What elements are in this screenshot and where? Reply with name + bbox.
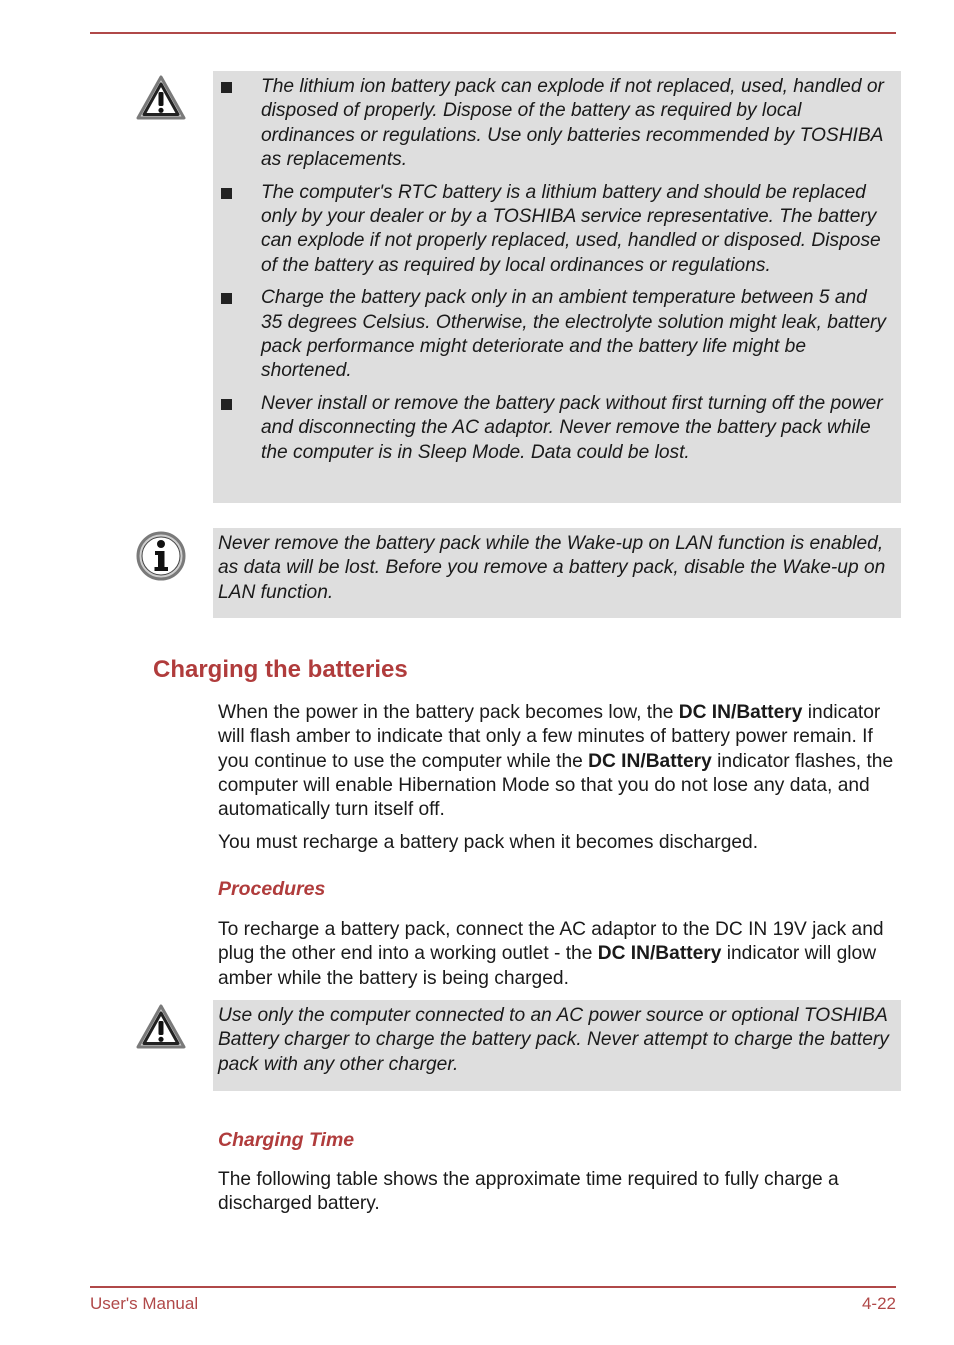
warning-triangle-icon: [135, 73, 187, 125]
info-note: [213, 528, 901, 618]
bullet-square-icon: [221, 399, 232, 410]
footer-title: User's Manual: [90, 1294, 199, 1313]
bullet-square-icon: [221, 82, 232, 93]
warning-triangle-icon: [135, 1002, 187, 1054]
charging-time-paragraph: The following table shows the approximate time required to fully charge a discharged battery.: [218, 1169, 839, 1215]
bullet-square-icon: [221, 188, 232, 199]
page-number: 4-22: [861, 1294, 896, 1313]
footer-rule: [90, 1286, 896, 1288]
warning-bullet-item: Never install or remove the battery pack without first turning off the power and disconnecting the AC adaptor. Never remove the battery pack while the computer is in Sleep Mode. Data could be lost.: [217, 392, 893, 465]
subsection-heading-procedures: Procedures: [218, 878, 326, 900]
info-icon: [135, 530, 187, 582]
info-note-text: Never remove the battery pack while the Wake-up on LAN function is enabled, as data will be lost. Before you remove a battery pack, disable the Wake-up on LAN function.: [218, 533, 886, 603]
section-paragraph: You must recharge a battery pack when it becomes discharged.: [218, 832, 759, 853]
bullet-square-icon: [221, 293, 232, 304]
procedures-paragraph: To recharge a battery pack, connect the AC adaptor to the DC IN 19V jack and plug the other end into a working outlet - the DC IN/Battery indicator will glow amber while the battery is being charged.: [218, 919, 884, 989]
warning-bullet-item: The computer's RTC battery is a lithium battery and should be replaced only by your dealer or by a TOSHIBA service representative. The battery can explode if not properly replaced, used, handled or disposed. Dispose of the battery as required by local ordinances or regulations.: [217, 181, 893, 278]
subsection-heading-charging-time: Charging Time: [218, 1129, 355, 1151]
warning-bullet-list: [217, 75, 893, 465]
header-rule: [90, 32, 896, 34]
section-heading: Charging the batteries: [153, 656, 408, 683]
warning-bullet-item: Charge the battery pack only in an ambient temperature between 5 and 35 degrees Celsius. Otherwise, the electrolyte solution might leak, battery pack performance might deteriorate and the battery life might be shortened.: [217, 286, 893, 383]
section-paragraph: When the power in the battery pack becomes low, the DC IN/Battery indicator will flash amber to indicate that only a few minutes of battery power remain. If you continue to use the computer while the DC IN/Battery indicator flashes, the computer will enable Hibernation Mode so that you do not lose any data, and automatically turn itself off.: [218, 702, 894, 821]
warning-bullet-item: The lithium ion battery pack can explode if not replaced, used, handled or disposed of properly. Dispose of the battery as required by local ordinances or regulations. Use only batteries recommended by TOSHIBA as replacements.: [217, 75, 893, 172]
warning-note: [213, 71, 901, 503]
warning-note: [213, 1000, 901, 1091]
warning-note-text: Use only the computer connected to an AC power source or optional TOSHIBA Battery charger to charge the battery pack. Never attempt to charge the battery pack with any other charger.: [218, 1005, 889, 1075]
